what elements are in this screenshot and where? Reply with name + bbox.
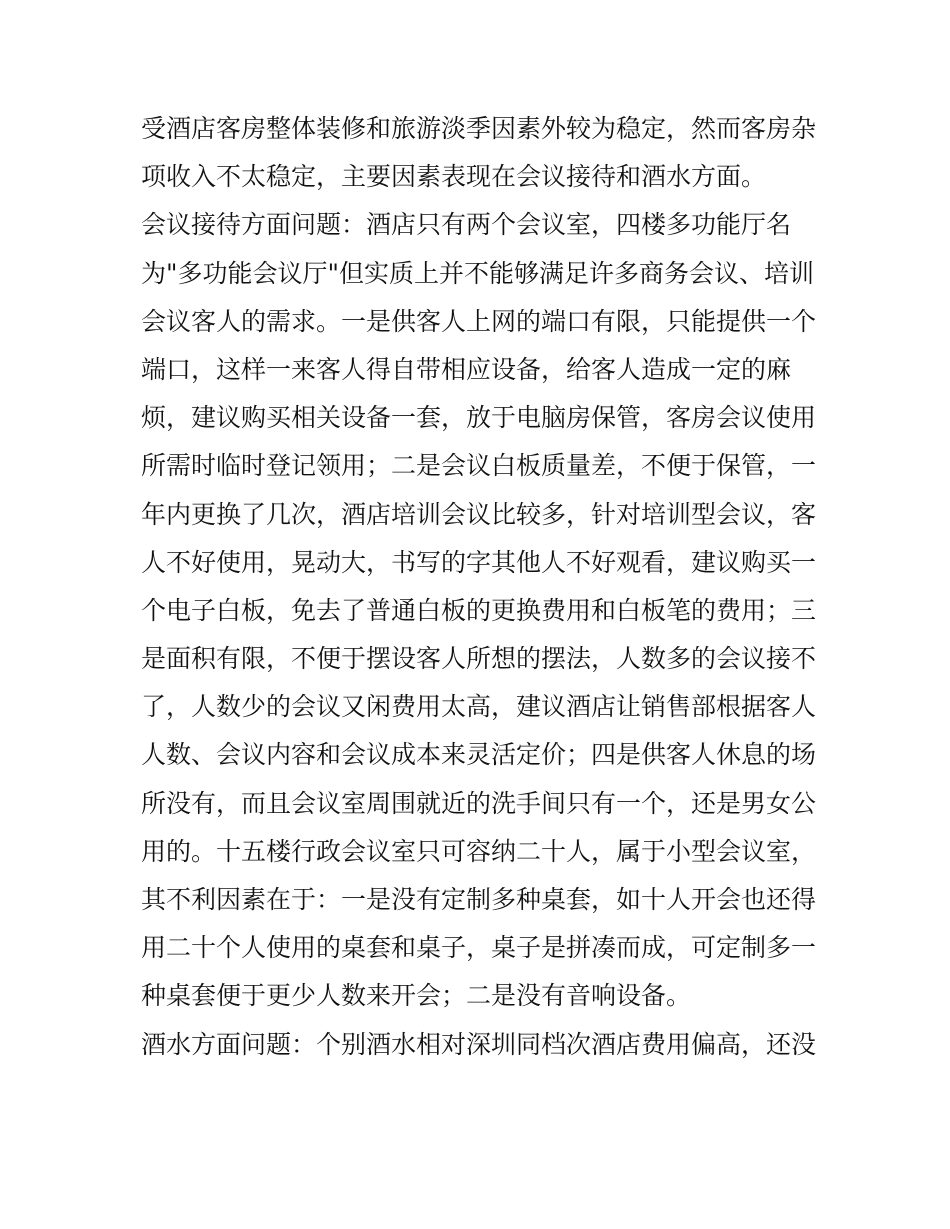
text-line-14: 人数、会议内容和会议成本来灵活定价；四是供客人休息的场 (141, 740, 817, 770)
text-line-15: 所没有，而且会议室周围就近的洗手间只有一个，还是男女公 (141, 788, 817, 818)
text-line-19: 种桌套便于更少人数来开会；二是没有音响设备。 (141, 981, 692, 1011)
text-line-6: 端口，这样一来客人得自带相应设备，给客人造成一定的麻 (141, 354, 792, 384)
text-line-10: 人不好使用，晃动大，书写的字其他人不好观看，建议购买一 (141, 547, 817, 577)
text-line-13: 了，人数少的会议又闲费用太高，建议酒店让销售部根据客人 (141, 692, 817, 722)
text-line-12: 是面积有限，不便于摆设客人所想的摆法，人数多的会议接不 (141, 644, 817, 674)
text-line-11: 个电子白板，免去了普通白板的更换费用和白板笔的费用；三 (141, 595, 817, 625)
text-line-5: 会议客人的需求。一是供客人上网的端口有限，只能提供一个 (141, 306, 817, 336)
text-line-2: 项收入不太稳定，主要因素表现在会议接待和酒水方面。 (141, 162, 767, 192)
text-line-17: 其不利因素在于：一是没有定制多种桌套，如十人开会也还得 (141, 885, 817, 914)
text-line-18: 用二十个人使用的桌套和桌子，桌子是拼凑而成，可定制多一 (141, 933, 817, 963)
text-line-4: 为"多功能会议厅"但实质上并不能够满足许多商务会议、培训 (141, 258, 815, 288)
text-line-20: 酒水方面问题：个别酒水相对深圳同档次酒店费用偏高，还没 (141, 1029, 817, 1059)
text-line-1: 受酒店客房整体装修和旅游淡季因素外较为稳定，然而客房杂 (141, 114, 817, 143)
text-line-9: 年内更换了几次，酒店培训会议比较多，针对培训型会议，客 (141, 499, 817, 529)
text-line-16: 用的。十五楼行政会议室只可容纳二十人，属于小型会议室， (141, 836, 817, 866)
text-line-3: 会议接待方面问题：酒店只有两个会议室，四楼多功能厅名 (141, 210, 792, 240)
text-line-7: 烦，建议购买相关设备一套，放于电脑房保管，客房会议使用 (141, 403, 817, 433)
text-line-8: 所需时临时登记领用；二是会议白板质量差，不便于保管，一 (141, 451, 817, 481)
body-text (141, 105, 821, 1069)
